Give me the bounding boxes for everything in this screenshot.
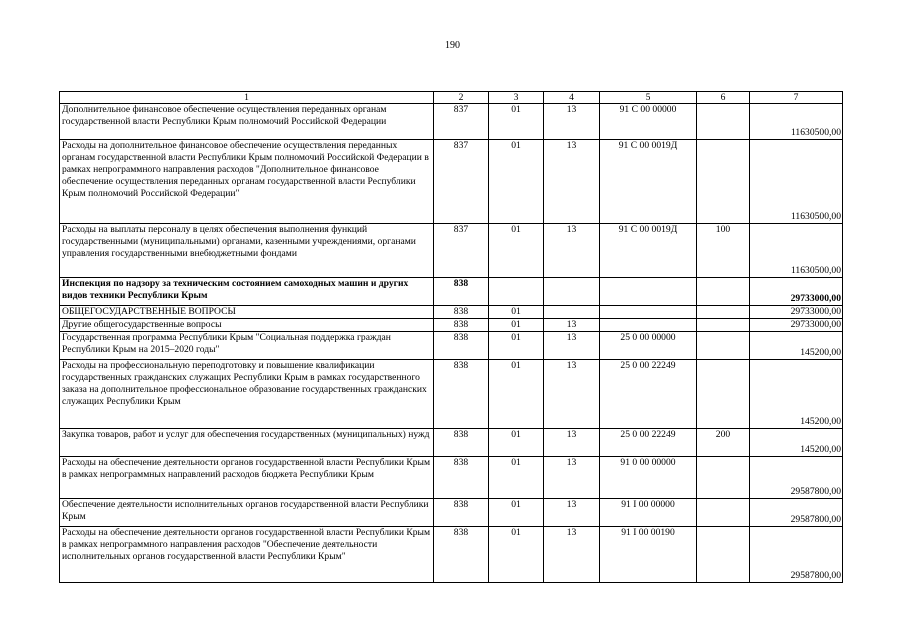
row-subsection-code: 13 <box>544 527 600 583</box>
row-subsection-code: 13 <box>544 140 600 224</box>
row-expense-type: 200 <box>697 429 750 457</box>
row-section-code <box>489 278 544 306</box>
table-row <box>60 278 843 306</box>
column-header: 3 <box>489 92 544 104</box>
row-expense-type <box>697 104 750 140</box>
row-description: Дополнительное финансовое обеспечение осуществления переданных органам государственной власти Республики Крым полномочий Российской Федерации <box>60 104 434 140</box>
row-description: Обеспечение деятельности исполнительных органов государственной власти Республики Крым <box>60 499 434 527</box>
row-expense-type <box>697 360 750 429</box>
row-amount: 145200,00 <box>750 332 843 360</box>
table-row <box>60 104 843 140</box>
row-amount: 29587800,00 <box>750 457 843 499</box>
row-section-code: 01 <box>489 306 544 319</box>
row-description: Государственная программа Республики Крым "Социальная поддержка граждан Республики Крым на 2015–2020 годы" <box>60 332 434 360</box>
row-ministry-code: 837 <box>434 224 489 278</box>
row-target-code: 91 С 00 00000 <box>600 104 697 140</box>
budget-table <box>59 91 843 583</box>
row-ministry-code: 838 <box>434 278 489 306</box>
row-expense-type <box>697 499 750 527</box>
row-expense-type <box>697 278 750 306</box>
row-ministry-code: 838 <box>434 527 489 583</box>
row-amount: 11630500,00 <box>750 224 843 278</box>
column-header: 5 <box>600 92 697 104</box>
row-target-code: 91 I 00 00190 <box>600 527 697 583</box>
row-amount: 29587800,00 <box>750 499 843 527</box>
row-section-code: 01 <box>489 104 544 140</box>
row-amount: 145200,00 <box>750 360 843 429</box>
row-amount: 29733000,00 <box>750 319 843 332</box>
row-amount: 29733000,00 <box>750 306 843 319</box>
row-section-code: 01 <box>489 140 544 224</box>
row-target-code <box>600 319 697 332</box>
row-subsection-code: 13 <box>544 224 600 278</box>
row-target-code: 91 С 00 0019Д <box>600 224 697 278</box>
table-row <box>60 499 843 527</box>
table-row <box>60 360 843 429</box>
row-target-code: 25 0 00 00000 <box>600 332 697 360</box>
row-section-code: 01 <box>489 332 544 360</box>
column-header: 1 <box>60 92 434 104</box>
row-subsection-code: 13 <box>544 360 600 429</box>
table-header-row <box>60 92 843 104</box>
row-description: Другие общегосударственные вопросы <box>60 319 434 332</box>
column-header: 2 <box>434 92 489 104</box>
row-expense-type <box>697 306 750 319</box>
row-description: Расходы на обеспечение деятельности органов государственной власти Республики Крым в рамках непрограммных направлений расходов бюджета Республики Крым <box>60 457 434 499</box>
table-row <box>60 140 843 224</box>
row-subsection-code: 13 <box>544 457 600 499</box>
row-section-code: 01 <box>489 527 544 583</box>
row-expense-type <box>697 140 750 224</box>
row-expense-type <box>697 319 750 332</box>
row-expense-type <box>697 457 750 499</box>
row-target-code: 91 I 00 00000 <box>600 499 697 527</box>
table-row <box>60 319 843 332</box>
row-ministry-code: 838 <box>434 499 489 527</box>
row-description: Расходы на профессиональную переподготовку и повышение квалификации государственных гражданских служащих Республики Крым в рамках государственного заказа на дополнительное профессиональное образование государственных гражданских служащих Республики Крым <box>60 360 434 429</box>
row-section-code: 01 <box>489 224 544 278</box>
row-subsection-code: 13 <box>544 429 600 457</box>
row-amount: 29733000,00 <box>750 278 843 306</box>
row-target-code: 25 0 00 22249 <box>600 429 697 457</box>
row-section-code: 01 <box>489 360 544 429</box>
row-amount: 29587800,00 <box>750 527 843 583</box>
row-ministry-code: 838 <box>434 360 489 429</box>
column-header: 6 <box>697 92 750 104</box>
row-section-code: 01 <box>489 499 544 527</box>
table-row <box>60 457 843 499</box>
row-subsection-code: 13 <box>544 332 600 360</box>
row-amount: 11630500,00 <box>750 104 843 140</box>
row-target-code: 91 0 00 00000 <box>600 457 697 499</box>
row-description: Расходы на дополнительное финансовое обеспечение осуществления переданных органам государственной власти Республики Крым полномочий Российской Федерации в рамках непрограммного направления расходов "Дополнительное финансовое обеспечение осуществления переданных органам государственной власти Республики Крым полномочий Российской Федерации" <box>60 140 434 224</box>
row-target-code <box>600 278 697 306</box>
table-row <box>60 429 843 457</box>
table-row <box>60 224 843 278</box>
row-description: Закупка товаров, работ и услуг для обеспечения государственных (муниципальных) нужд <box>60 429 434 457</box>
row-ministry-code: 838 <box>434 332 489 360</box>
row-section-code: 01 <box>489 429 544 457</box>
row-ministry-code: 838 <box>434 319 489 332</box>
row-subsection-code <box>544 278 600 306</box>
column-header: 7 <box>750 92 843 104</box>
row-description: ОБЩЕГОСУДАРСТВЕННЫЕ ВОПРОСЫ <box>60 306 434 319</box>
table-row <box>60 527 843 583</box>
row-subsection-code: 13 <box>544 499 600 527</box>
column-header: 4 <box>544 92 600 104</box>
table-row <box>60 306 843 319</box>
row-amount: 11630500,00 <box>750 140 843 224</box>
row-ministry-code: 838 <box>434 306 489 319</box>
page-number: 190 <box>445 40 460 51</box>
row-target-code <box>600 306 697 319</box>
row-description: Расходы на выплаты персоналу в целях обеспечения выполнения функций государственными (муниципальными) органами, казенными учреждениями, органами управления государственными внебюджетными фондами <box>60 224 434 278</box>
row-subsection-code: 13 <box>544 104 600 140</box>
row-ministry-code: 838 <box>434 429 489 457</box>
row-section-code: 01 <box>489 319 544 332</box>
row-amount: 145200,00 <box>750 429 843 457</box>
row-section-code: 01 <box>489 457 544 499</box>
row-description: Расходы на обеспечение деятельности органов государственной власти Республики Крым в рамках непрограммного направления расходов "Обеспечение деятельности исполнительных органов государственной власти Республики Крым" <box>60 527 434 583</box>
table-row <box>60 332 843 360</box>
row-target-code: 25 0 00 22249 <box>600 360 697 429</box>
row-subsection-code: 13 <box>544 319 600 332</box>
row-ministry-code: 838 <box>434 457 489 499</box>
row-ministry-code: 837 <box>434 140 489 224</box>
row-expense-type: 100 <box>697 224 750 278</box>
row-expense-type <box>697 332 750 360</box>
row-description: Инспекция по надзору за техническим состоянием самоходных машин и других видов техники Республики Крым <box>60 278 434 306</box>
row-target-code: 91 С 00 0019Д <box>600 140 697 224</box>
row-subsection-code <box>544 306 600 319</box>
row-ministry-code: 837 <box>434 104 489 140</box>
row-expense-type <box>697 527 750 583</box>
